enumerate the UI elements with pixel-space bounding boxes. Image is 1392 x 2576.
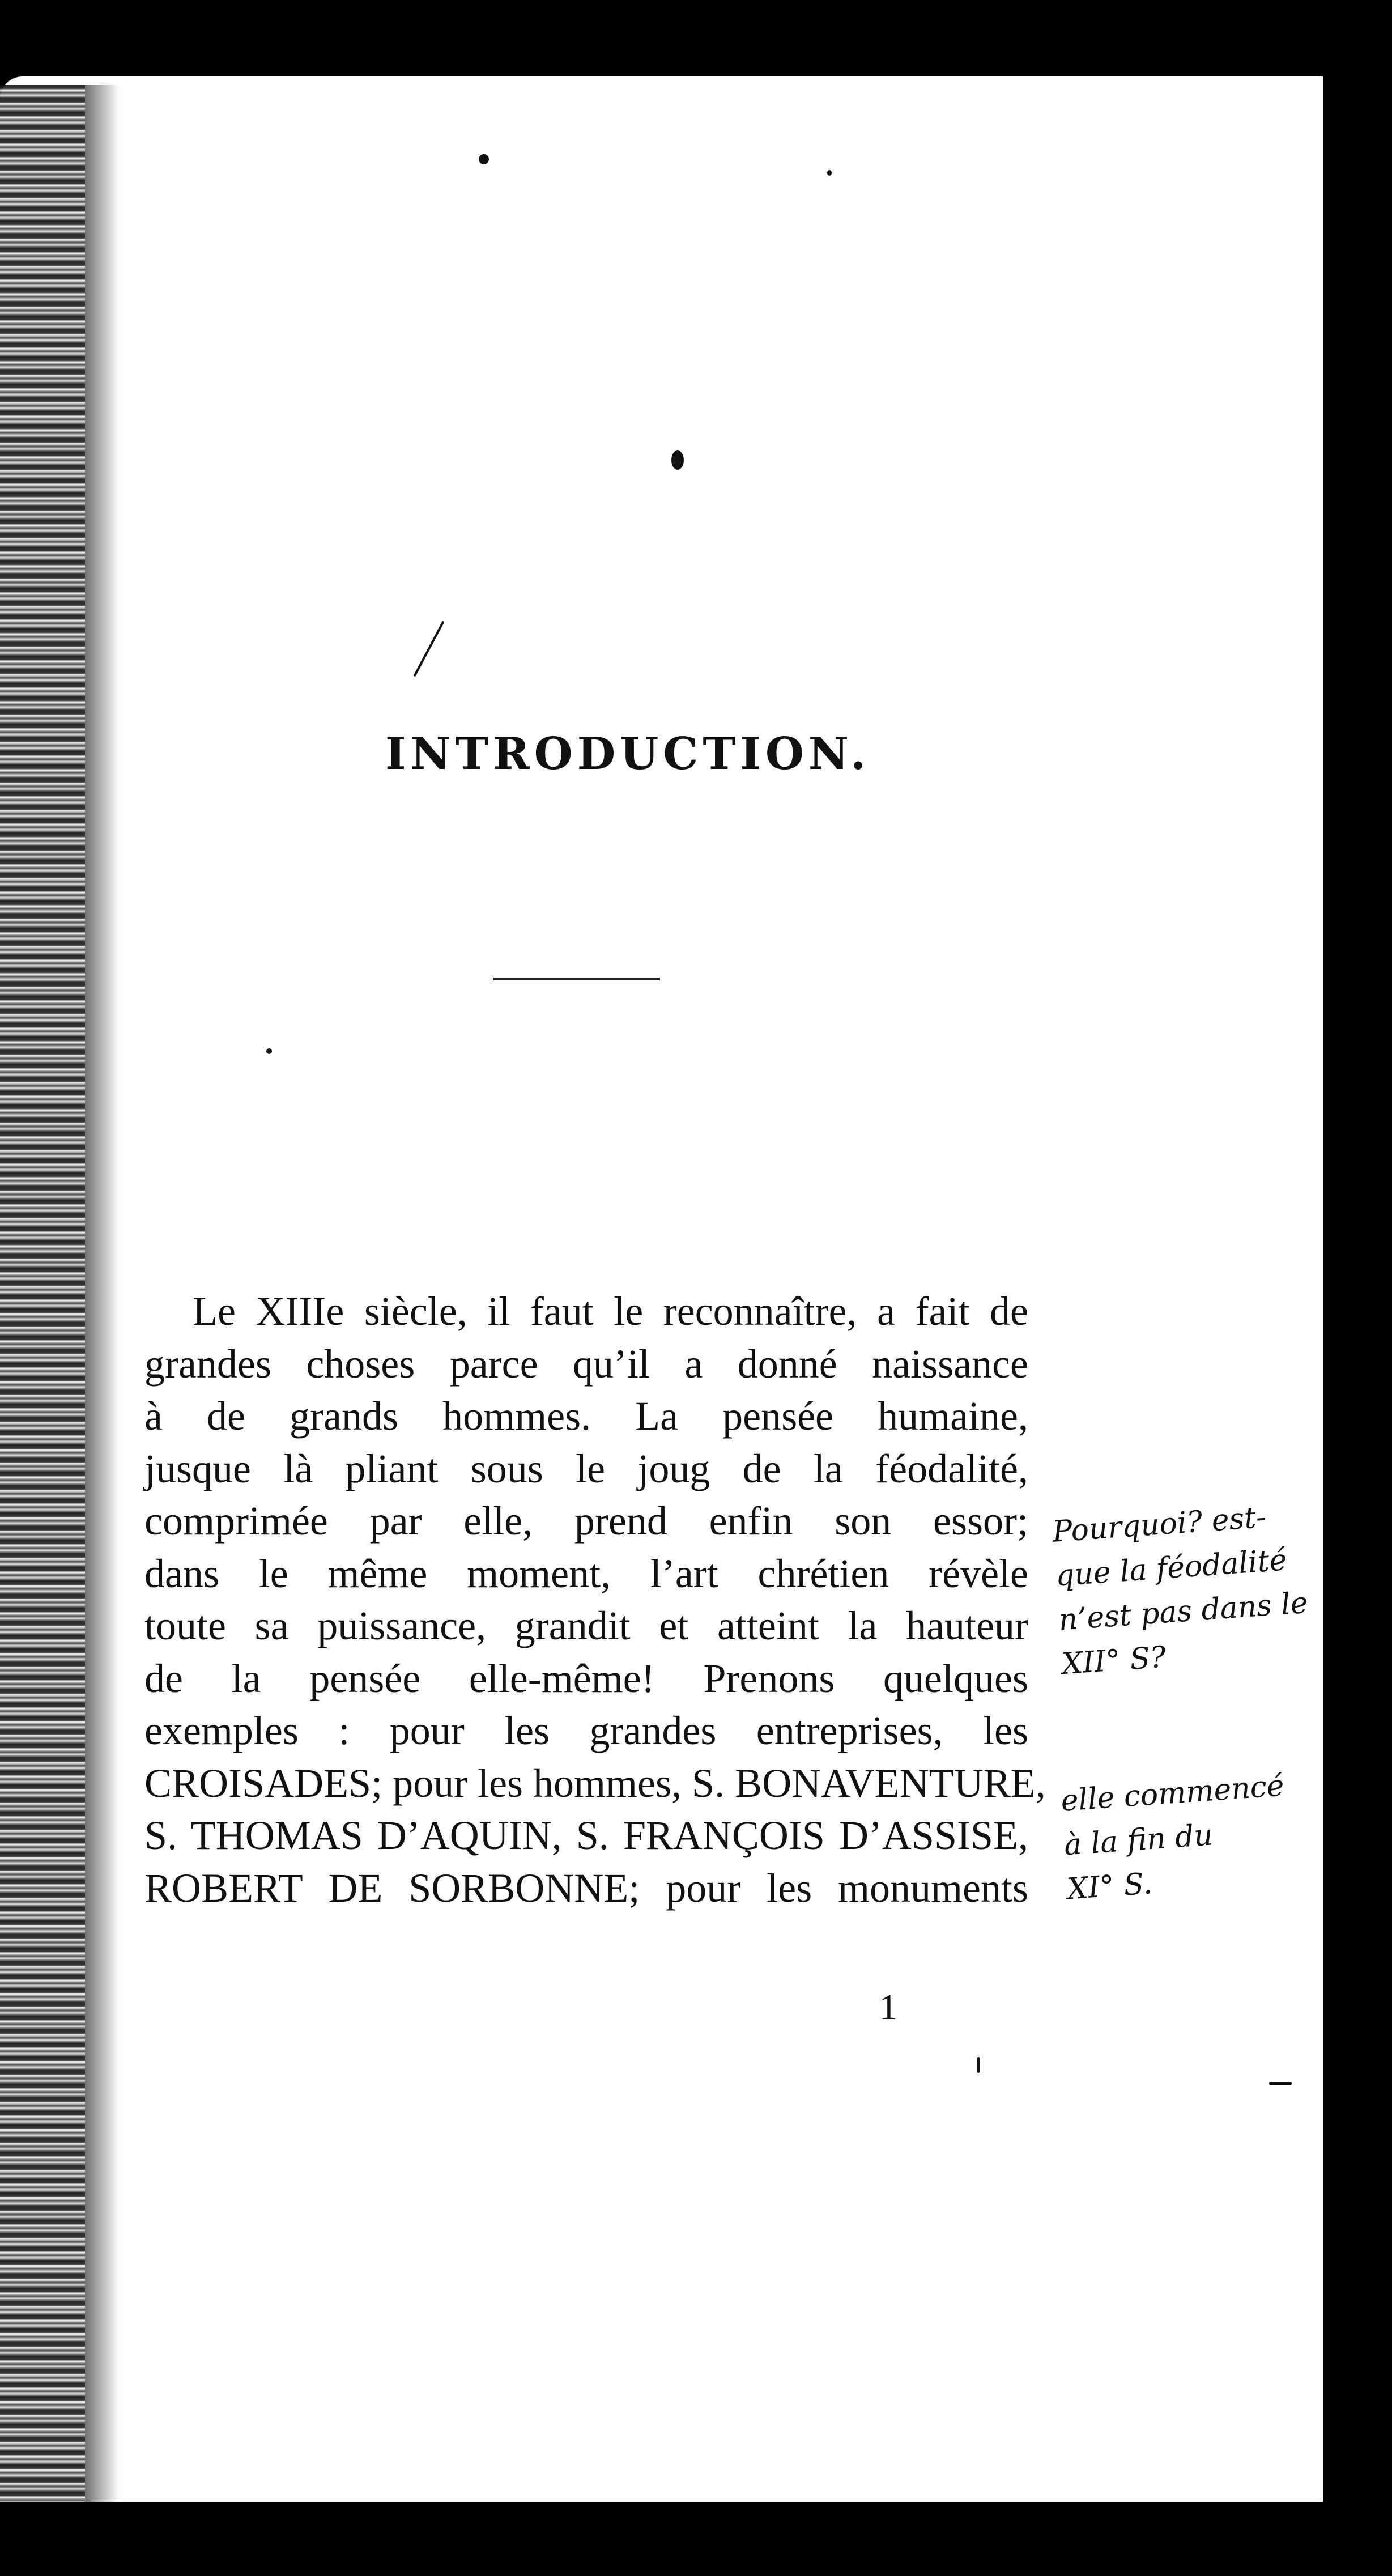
body-line: comprimée par elle, prend enfin son essor; [144,1498,1028,1544]
ink-speck [977,2057,980,2073]
body-line: dans le même moment, l’art chrétien révèle [144,1550,1028,1596]
ink-speck [827,170,832,176]
body-line: ROBERT DE SORBONNE; pour les monuments [144,1865,1028,1911]
body-paragraph [144,1285,1046,1914]
book-spine-shadow [0,85,85,2502]
body-line: exemples : pour les grandes entreprises, les [144,1708,1028,1753]
body-line: S. THOMAS D’AQUIN, S. FRANÇOIS D’ASSISE, [144,1813,1028,1858]
margin-note-line: elle commencé [1059,1769,1285,1818]
margin-note-handwritten [1051,1493,1313,1686]
body-line: Le XIIIe siècle, il faut le reconnaître, a fait de [193,1289,1028,1334]
body-line: à de grands hommes. La pensée humaine, [144,1393,1028,1439]
title-rule [493,978,660,980]
body-line: de la pensée elle-même! Prenons quelques [144,1655,1028,1701]
margin-note-handwritten [1059,1763,1292,1911]
margin-note-line: XI° S. [1066,1867,1153,1907]
gutter-shadow [85,85,119,2502]
page-number: 1 [879,1987,897,2027]
margin-note-line: n’est pas dans le [1057,1585,1309,1638]
ink-speck [479,154,489,164]
chapter-title: INTRODUCTION. [385,728,871,780]
body-line: toute sa puissance, grandit et atteint la hauteur [144,1603,1028,1648]
ink-speck [671,450,684,470]
body-line: jusque là pliant sous le joug de la féodalité, [144,1446,1028,1491]
margin-note-line: Pourquoi? est- [1051,1500,1267,1549]
ink-speck [266,1048,272,1054]
body-line: grandes choses parce qu’il a donné naissance [144,1341,1028,1387]
margin-note-line: à la fin du [1063,1818,1214,1863]
body-line: CROISADES; pour les hommes, S. BONAVENTURE, [144,1760,1046,1806]
margin-note-line: que la féodalité [1054,1543,1288,1593]
ink-speck [1269,2082,1292,2085]
margin-note-line: XII° S? [1060,1640,1167,1682]
